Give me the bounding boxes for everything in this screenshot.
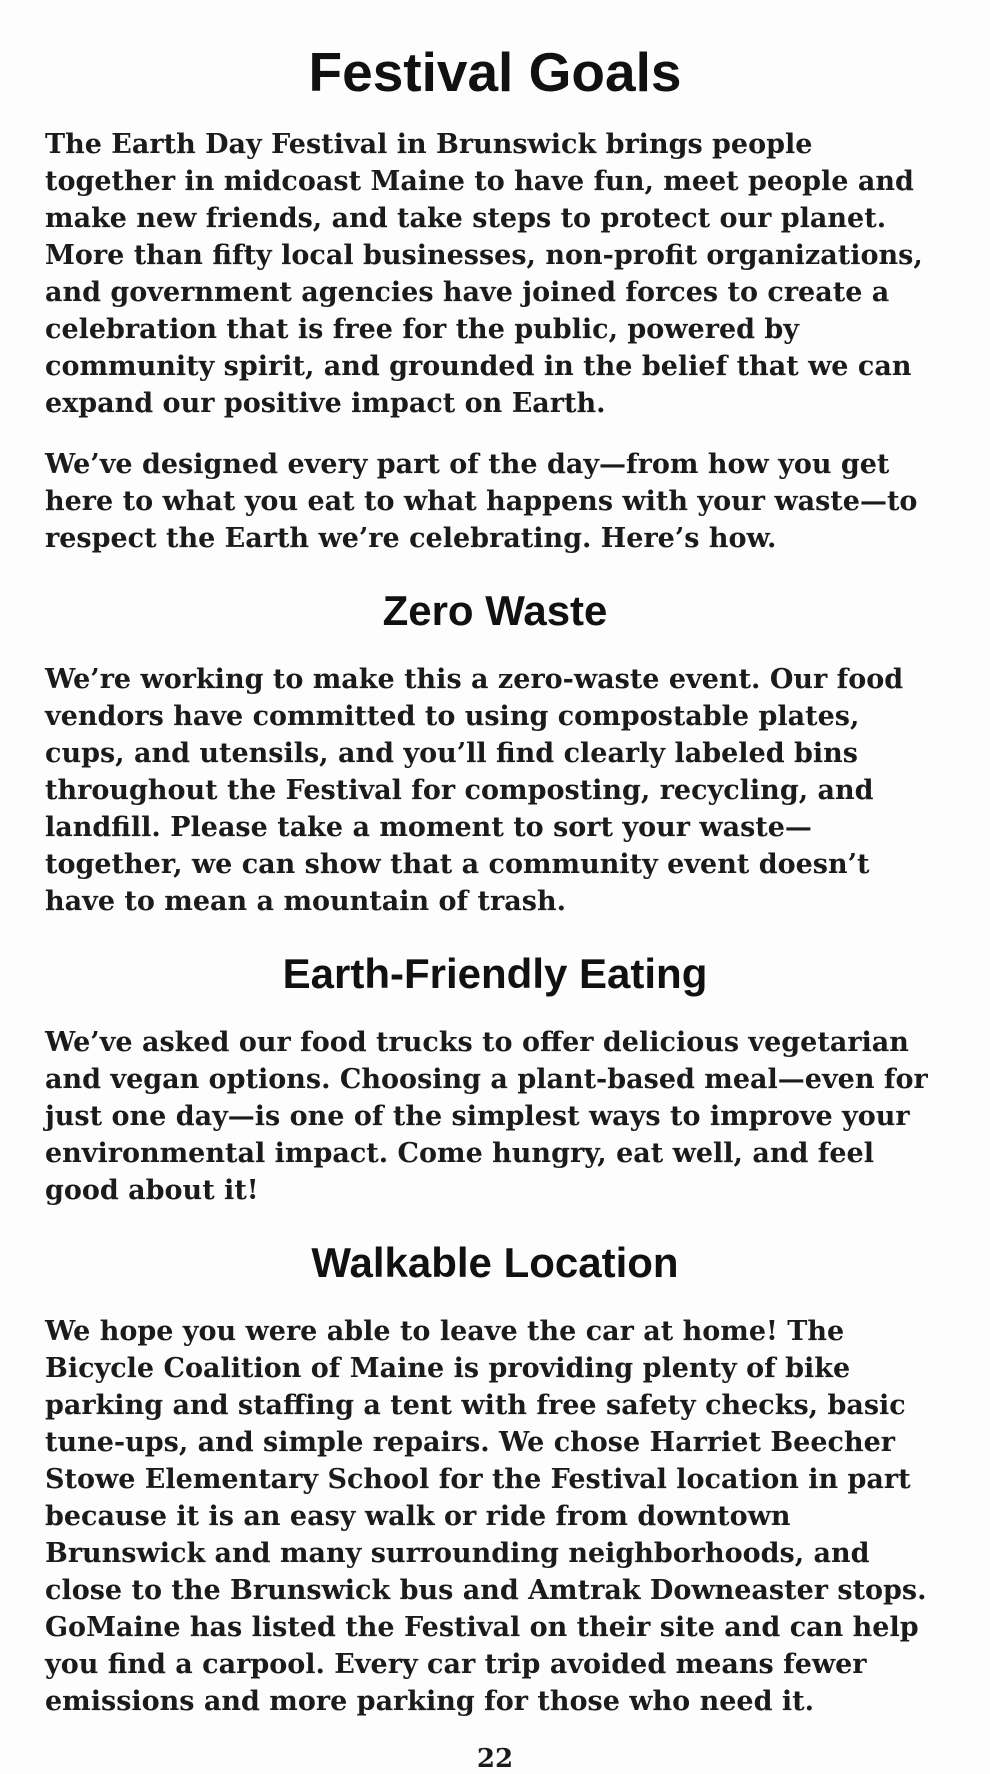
page-number: 22 [476, 1744, 514, 1774]
intro-paragraph-1: The Earth Day Festival in Brunswick brings people together in midcoast Maine to have fun, meet people and make new friends, and take steps to protect our planet. More than fifty local businesses, non-profit organizations, and government agencies have joined forces to create a celebration that is free for the public, powered by community spirit, and grounded in the belief that we can expand our positive impact on Earth. [45, 129, 923, 419]
section-heading-earth-friendly-eating: Earth-Friendly Eating [282, 950, 708, 997]
section-heading-walkable-location: Walkable Location [311, 1239, 679, 1286]
section-heading-zero-waste: Zero Waste [382, 587, 608, 634]
earth-friendly-eating-paragraph: We’ve asked our food trucks to offer delicious vegetarian and vegan options. Choosing a plant-based meal—even for just one day—is one of the simplest ways to improve your environmental impact. Come hungry, eat well, and feel good about it! [45, 1027, 928, 1206]
walkable-location-paragraph: We hope you were able to leave the car at home! The Bicycle Coalition of Maine is providing plenty of bike parking and staffing a tent with free safety checks, basic tune-ups, and simple repairs. We chose Harriet Beecher Stowe Elementary School for the Festival location in part because it is an easy walk or ride from downtown Brunswick and many surrounding neighborhoods, and close to the Brunswick bus and Amtrak Downeaster stops. GoMaine has listed the Festival on their site and can help you find a carpool. Every car trip avoided means fewer emissions and more parking for those who need it. [45, 1316, 927, 1717]
intro-paragraph-2: We’ve designed every part of the day—from how you get here to what you eat to what happens with your waste—to respect the Earth we’re celebrating. Here’s how. [45, 449, 918, 554]
page-title: Festival Goals [308, 41, 682, 103]
zero-waste-paragraph: We’re working to make this a zero-waste event. Our food vendors have committed to using compostable plates, cups, and utensils, and you’ll find clearly labeled bins throughout the Festival for composting, recycling, and landfill. Please take a moment to sort your waste—together, we can show that a community event doesn’t have to mean a mountain of trash. [45, 664, 904, 917]
